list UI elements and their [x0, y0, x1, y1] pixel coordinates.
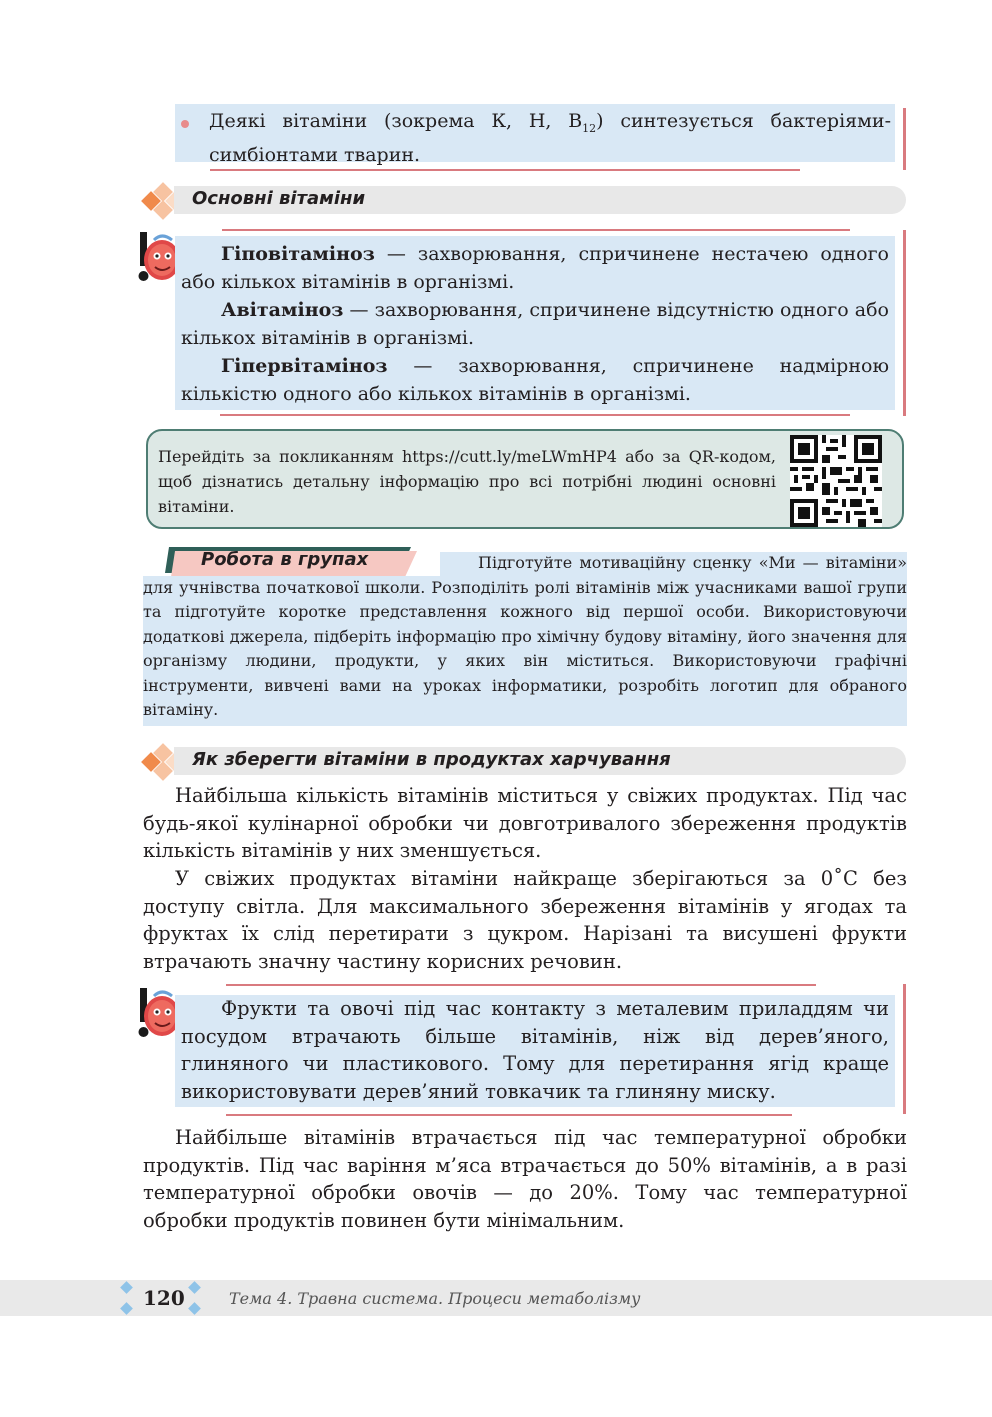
section-title: Основні вітаміни [192, 188, 366, 209]
note-block [175, 995, 895, 1107]
definition-hypovitaminosis: Гіповітаміноз — захворювання, спричинене нестачею одного або кількох вітамінів в організмі. [181, 243, 889, 293]
section-header-main-vitamins [174, 186, 906, 214]
body-paragraph: У свіжих продуктах вітаміни найкраще зберігаються за 0˚С без доступу світла. Для максимального збереження вітамінів у ягодах та фруктах їх слід перетирати з цукром. Нарізані та висушені фрукти втрачають значну частину корисних речовин. [143, 867, 907, 973]
note-text: Фрукти та овочі під час контакту з металевим приладдям чи посудом втрачають більше вітамінів, ніж від дерев’яного, глиняного чи пластикового. Тому для перетирання ягід краще використовувати дерев’яний товкачик та глиняну миску. [181, 997, 889, 1103]
red-margin-line [903, 984, 906, 1114]
group-work-title: Робота в групах [201, 549, 369, 570]
body-paragraph: Найбільша кількість вітамінів міститься у свіжих продуктах. Під час будь-якої кулінарної обробки чи довготривалого збереження продуктів кількість вітамінів у них зменшується. [143, 784, 907, 863]
red-topline [222, 229, 850, 231]
group-work-text: Підготуйте мотиваційну сценку «Ми — вітаміни» для учнівства початкової школи. Розподіліть ролі вітамінів між учасниками вашої групи та підготуйте коротке представлення кожного від першої особи. Використовуючи додаткові джерела, підберіть інформацію про хімічну будову вітаміну, його значення для організму людини, продукти, у яких він міститься. Використовуючи графічні інструменти, вивчені вами на уроках інформатики, розробіть логотип для обраного вітаміну. [143, 553, 907, 719]
red-underline [210, 169, 800, 171]
red-underline [226, 1114, 792, 1116]
definition-hypervitaminosis: Гіпервітаміноз — захворювання, спричинене надмірною кількістю одного або кількох вітамінів в організмі. [181, 355, 889, 405]
page-footer [0, 1280, 992, 1316]
red-underline [220, 414, 850, 416]
qr-link-box [146, 429, 904, 529]
body-paragraph: Найбільше вітамінів втрачається під час температурної обробки продуктів. Під час варіння м’яса втрачається до 50% вітамінів, а в разі температурної обробки овочів — до 20%. Тому час температурної обробки продуктів повинен бути мінімальним. [143, 1126, 907, 1232]
section-header-preserve-vitamins [174, 747, 906, 775]
qr-link-text[interactable]: Перейдіть за покликанням https://cutt.ly/meLWmHP4 або за QR-кодом, щоб дізнатись детальну інформацію про всі потрібні людині основні вітаміни. [158, 447, 776, 516]
bullet-block [175, 104, 895, 166]
page-number: 120 [143, 1286, 185, 1310]
red-margin-line [903, 230, 906, 416]
bullet-text: Деякі вітаміни (зокрема К, Н, $В_{12}$) синтезується бактеріями-симбіонтами тварин. [209, 110, 891, 166]
section-title: Як зберегти вітаміни в продуктах харчування [192, 749, 671, 770]
bullet-dot [181, 120, 189, 128]
footer-title: Тема 4. Травна система. Процеси метаболізму [229, 1289, 641, 1308]
definition-avitaminosis: Авітаміноз — захворювання, спричинене відсутністю одного або кількох вітамінів в організмі. [181, 299, 889, 349]
red-topline [226, 984, 816, 986]
qr-code-icon[interactable] [790, 435, 882, 527]
definitions-block [175, 236, 895, 410]
red-margin-line [903, 108, 906, 170]
